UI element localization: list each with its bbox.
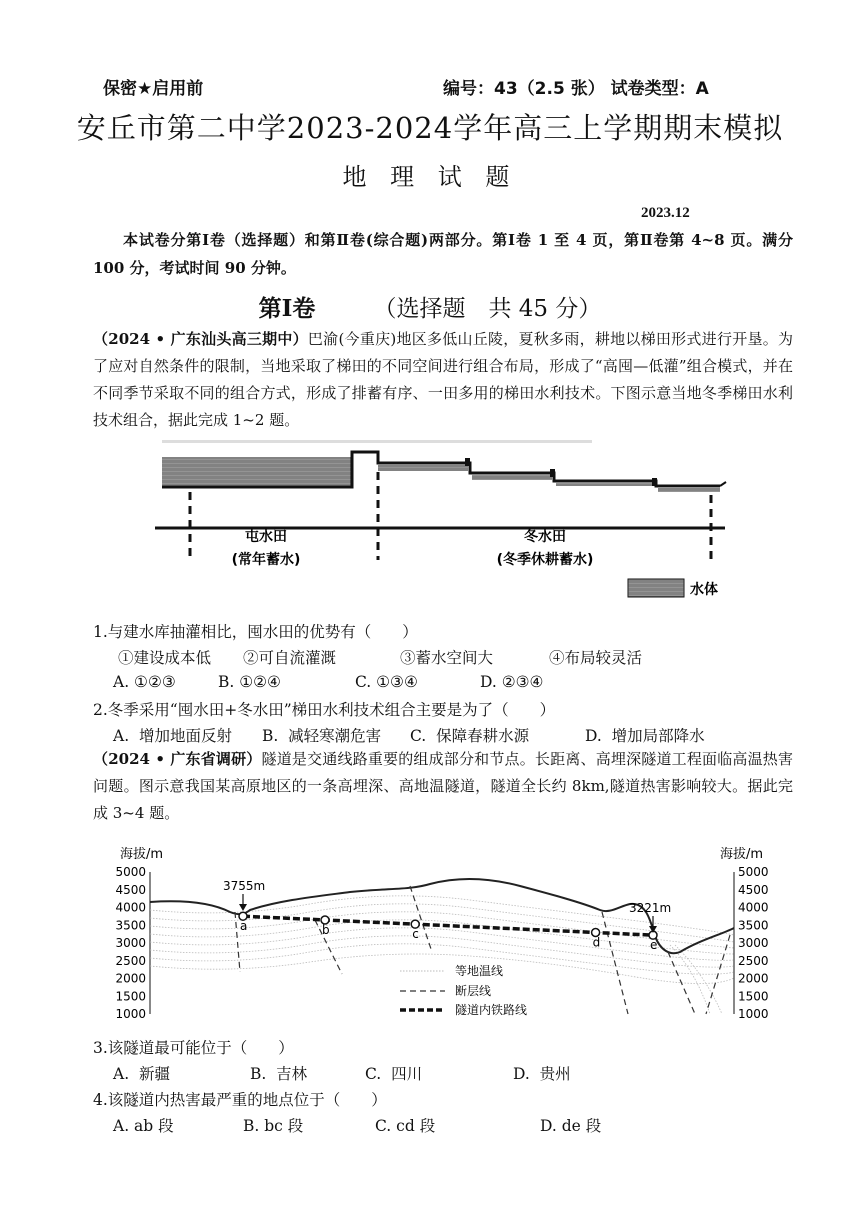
q2-option-d[interactable]: D. 增加局部降水 (585, 727, 705, 745)
q2-option-a[interactable]: A. 增加地面反射 (113, 727, 232, 745)
q1-option-d[interactable]: D. ②③④ (480, 673, 544, 691)
passage-1-source: （2024 • 广东汕头高三期中） (93, 330, 308, 348)
legend-fault: 断层线 (455, 984, 492, 998)
legend-water-swatch (628, 579, 684, 597)
y-tick-right: 1000 (738, 1007, 769, 1021)
q4-stem: 4.该隧道内热害最严重的地点位于（ ） (93, 1091, 387, 1109)
passage-2-text: 隧道是交通线路重要的组成部分和节点。长距离、高埋深隧道工程面临高温热害问题。图示意我国某高原地区的一条高埋深、高地温隧道，隧道全长约 8km,隧道热害影响较大。据此完成 3~4 题。 (93, 750, 793, 822)
tunnel-point-label-b: b (322, 922, 330, 937)
fig2-ylabel-left: 海拔/m (120, 847, 164, 862)
y-tick-right: 5000 (738, 865, 769, 879)
legend-isotherm: 等地温线 (455, 964, 504, 978)
y-axis-left (115, 865, 146, 1021)
q4-option-d[interactable]: D. de 段 (540, 1117, 602, 1135)
tunnel-point-label-a: a (240, 919, 248, 934)
fig1-right-label: 冬水田 (524, 529, 566, 545)
q4-option-a[interactable]: A. ab 段 (113, 1117, 174, 1135)
tunnel-point-label-d: d (592, 935, 601, 950)
q2-option-b[interactable]: B. 减轻寒潮危害 (262, 727, 382, 745)
reservoir-water (162, 457, 352, 487)
y-tick-left: 1500 (115, 989, 146, 1004)
intro-text: 本试卷分第Ⅰ卷（选择题）和第Ⅱ卷(综合题)两部分。第Ⅰ卷 1 至 4 页，第Ⅱ卷第 4~8 页。满分 100 分，考试时间 90 分钟。 (93, 231, 793, 277)
fig1-legend: 水体 (690, 582, 718, 598)
subject-title: 地 理 试 题 (342, 163, 518, 191)
passage-1 (93, 326, 793, 434)
y-tick-right: 2000 (738, 971, 769, 986)
q3-option-b[interactable]: B. 吉林 (250, 1065, 308, 1083)
q4-option-b[interactable]: B. bc 段 (243, 1117, 304, 1135)
q2-option-c[interactable]: C. 保障春耕水源 (410, 727, 530, 745)
y-tick-left: 3000 (115, 936, 146, 950)
q3-option-a[interactable]: A. 新疆 (113, 1065, 170, 1083)
y-tick-right: 4000 (738, 900, 769, 915)
q1-item-4: ④布局较灵活 (549, 649, 643, 667)
y-tick-left: 2500 (115, 953, 146, 968)
y-tick-left: 2000 (115, 971, 146, 986)
fig2-ylabel-right: 海拔/m (720, 847, 764, 862)
fig1-right-sub: (冬季休耕蓄水) (496, 552, 594, 568)
fig2-elev-left: 3755m (223, 879, 266, 893)
q1-item-3: ③蓄水空间大 (400, 649, 494, 667)
tunnel-profile-chart (110, 840, 780, 1030)
paper-code: 编号：43（2.5 张） 试卷类型：A (443, 79, 709, 99)
q1-stem: 1.与建水库抽灌相比，囤水田的优势有（ ） (93, 623, 418, 641)
q3-option-c[interactable]: C. 四川 (365, 1065, 423, 1083)
y-tick-right: 2500 (738, 953, 769, 968)
fig1-left-label: 屯水田 (245, 529, 287, 545)
terrace-diagram (150, 440, 740, 610)
passage-2-source: （2024 • 广东省调研） (93, 750, 262, 768)
y-axis-right (738, 865, 769, 1021)
tunnel-point-label-e: e (650, 938, 658, 953)
confidential-label: 保密★启用前 (103, 79, 204, 99)
tunnel-points (239, 912, 657, 952)
q1-item-2: ②可自流灌溉 (243, 649, 337, 667)
section-name: 第Ⅰ卷 (258, 295, 316, 322)
tunnel-point-label-c: c (412, 927, 419, 942)
section-heading (0, 290, 860, 323)
q1-option-a[interactable]: A. ①②③ (113, 673, 176, 691)
y-tick-right: 4500 (738, 882, 769, 897)
y-tick-right: 3500 (738, 918, 769, 933)
passage-2 (93, 746, 793, 827)
legend-railway: 隧道内铁路线 (455, 1003, 528, 1017)
y-tick-left: 3500 (115, 918, 146, 933)
q1-option-c[interactable]: C. ①③④ (355, 673, 418, 691)
q3-stem: 3.该隧道最可能位于（ ） (93, 1039, 294, 1057)
q4-option-c[interactable]: C. cd 段 (375, 1117, 436, 1135)
exam-date: 2023.12 (641, 205, 690, 221)
y-tick-left: 5000 (115, 865, 146, 879)
passage-1-text: 巴渝(今重庆)地区多低山丘陵，夏秋多雨，耕地以梯田形式进行开垦。为了应对自然条件的限制，当地采取了梯田的不同空间进行组合布局，形成了“高囤—低灌”组合模式，并在不同季节采取不同的组合方式，形成了排蓄有序、一田多用的梯田水利技术。下图示意当地冬季梯田水利技术组合，据此完成 1~2 题。 (93, 330, 793, 429)
y-tick-left: 4500 (115, 882, 146, 897)
section-desc: （选择题 共 45 分） (373, 296, 602, 322)
fig2-elev-right: 3221m (629, 901, 672, 915)
q1-item-1: ①建设成本低 (118, 649, 212, 667)
q1-option-b[interactable]: B. ①②④ (218, 673, 281, 691)
page-title: 安丘市第二中学2023-2024学年高三上学期期末模拟 (76, 111, 784, 145)
y-tick-left: 1000 (115, 1007, 146, 1021)
y-tick-right: 1500 (738, 989, 769, 1004)
y-tick-right: 3000 (738, 936, 769, 950)
q2-stem: 2.冬季采用“囤水田+冬水田”梯田水利技术组合主要是为了（ ） (93, 701, 556, 719)
y-tick-left: 4000 (115, 900, 146, 915)
q3-option-d[interactable]: D. 贵州 (513, 1065, 571, 1083)
fig1-left-sub: (常年蓄水) (231, 552, 301, 568)
